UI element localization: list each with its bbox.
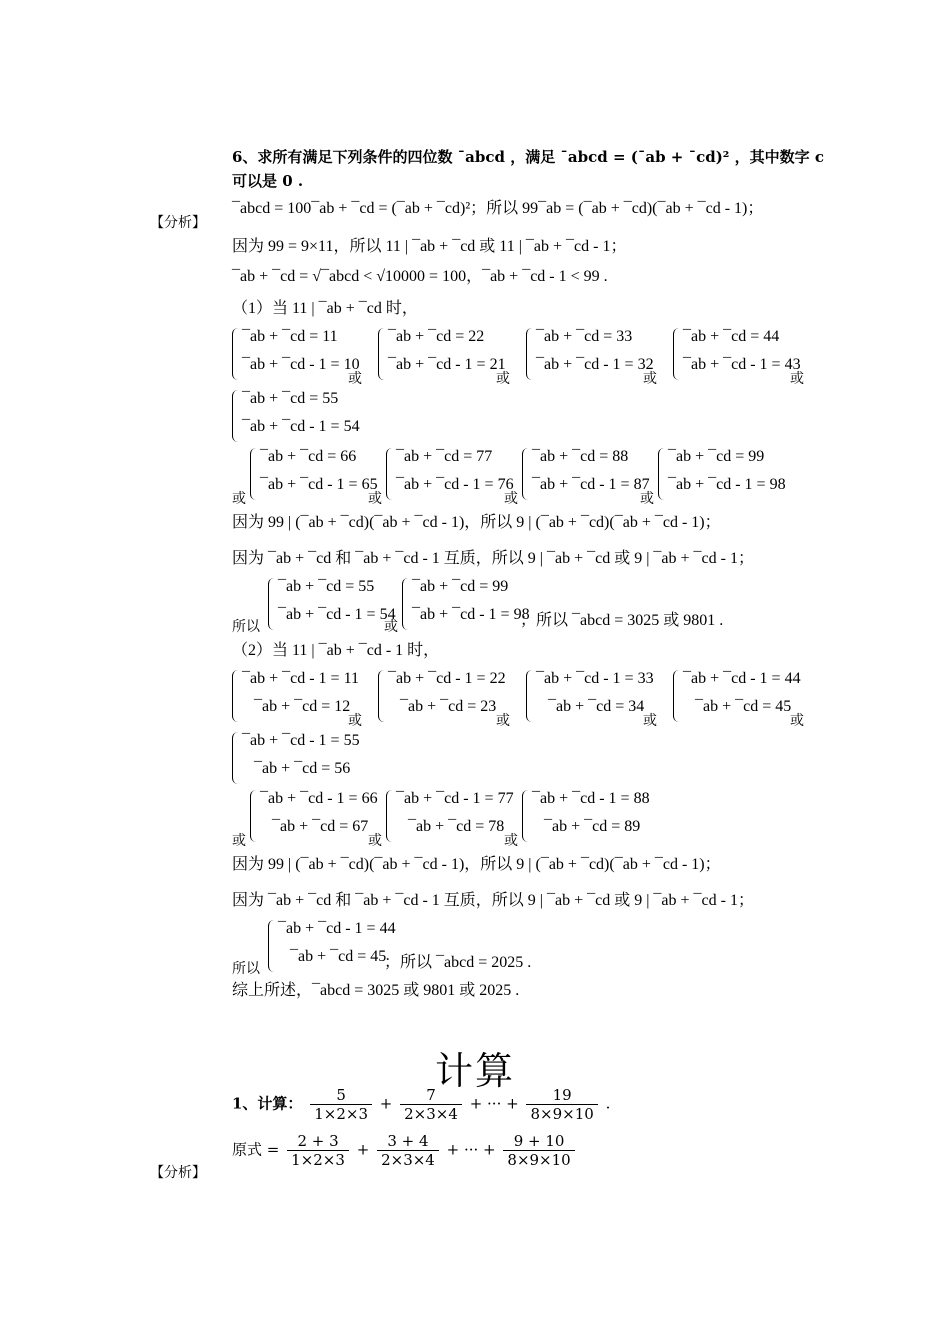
problem-6-statement: 6、求所有满足下列条件的四位数 ¯abcd ，满足 ¯abcd = (¯ab + ¯cd)² ，其中数字 c [232,148,824,166]
analysis-line-1: ¯abcd = 100¯ab + ¯cd = (¯ab + ¯cd)²；所以 99¯ab = (¯ab + ¯cd)(¯ab + ¯cd - 1)； [232,200,764,217]
equals-sign: = [266,1140,280,1159]
or-word: 或 [790,371,804,387]
fraction: $\frac{5}{1\times 2\times 3}$ [310,1086,372,1123]
ellipsis: + ··· + [446,1140,496,1159]
section-title: 计算 [434,1049,515,1093]
or-word: 或 [368,833,382,849]
or-word: 或 [232,491,246,507]
reason-line-3: 因为 99 | (¯ab + ¯cd)(¯ab + ¯cd - 1)，所以 9 | (¯ab + ¯cd)(¯ab + ¯cd - 1)； [232,856,721,873]
fraction: $\frac{19}{8\times 9\times 10}$ [526,1086,597,1123]
reason-line-4: 因为 ¯ab + ¯cd 和 ¯ab + ¯cd - 1 互质，所以 9 | ¯ab + ¯cd 或 9 | ¯ab + ¯cd - 1； [232,892,754,909]
analysis-line-2: 因为 99 = 9×11，所以 11 | ¯ab + ¯cd 或 11 | ¯ab + ¯cd - 1； [232,238,627,255]
plus-sign: + [356,1140,370,1159]
or-word: 或 [348,371,362,387]
plus-sign: + [379,1094,393,1113]
analysis-2-expression [232,1132,578,1169]
problem-6-statement-cont: 可以是 0 . [232,172,304,190]
fraction: $\frac{9 + 10}{8\times 9\times 10}$ [503,1132,574,1169]
or-word: 或 [232,833,246,849]
fraction: $\frac{3 + 4}{2\times 3\times 4}$ [377,1132,439,1169]
or-word: 或 [504,491,518,507]
analysis-line-3: ¯ab + ¯cd = √¯abcd < √10000 = 100，¯ab + ¯cd - 1 < 99 . [232,268,608,285]
so-prefix: 所以 [232,619,260,635]
analysis-label: 【分析】 [150,215,206,231]
or-word: 或 [496,713,510,729]
analysis-label-2: 【分析】 [150,1165,206,1181]
so-prefix: 所以 [232,961,260,977]
or-word: 或 [368,491,382,507]
ellipsis: + ··· + [469,1094,519,1113]
or-word: 或 [348,713,362,729]
original-expression-label: 原式 [232,1140,263,1159]
fraction: $\frac{2 + 3}{1\times 2\times 3}$ [287,1132,349,1169]
reason-line-2: 因为 ¯ab + ¯cd 和 ¯ab + ¯cd - 1 互质，所以 9 | ¯ab + ¯cd 或 9 | ¯ab + ¯cd - 1； [232,550,754,567]
case-2-title: （2）当 11 | ¯ab + ¯cd - 1 时， [232,642,440,659]
problem-1-statement [232,1086,610,1123]
or-word: 或 [384,619,398,635]
result-line-1: ；所以 ¯abcd = 3025 或 9801 . [520,612,724,629]
or-word: 或 [643,371,657,387]
period: . [605,1094,611,1113]
summary-line: 综上所述，¯abcd = 3025 或 9801 或 2025 . [232,982,520,999]
result-line-2: ；所以 ¯abcd = 2025 . [384,954,532,971]
or-word: 或 [790,713,804,729]
reason-line-1: 因为 99 | (¯ab + ¯cd)(¯ab + ¯cd - 1)，所以 9 | (¯ab + ¯cd)(¯ab + ¯cd - 1)； [232,514,721,531]
or-word: 或 [504,833,518,849]
fraction: $\frac{7}{2\times 3\times 4}$ [400,1086,462,1123]
problem-1-prefix: 1、计算： [232,1094,303,1113]
case-1-title: （1）当 11 | ¯ab + ¯cd 时， [232,300,418,317]
or-word: 或 [640,491,654,507]
or-word: 或 [496,371,510,387]
or-word: 或 [643,713,657,729]
